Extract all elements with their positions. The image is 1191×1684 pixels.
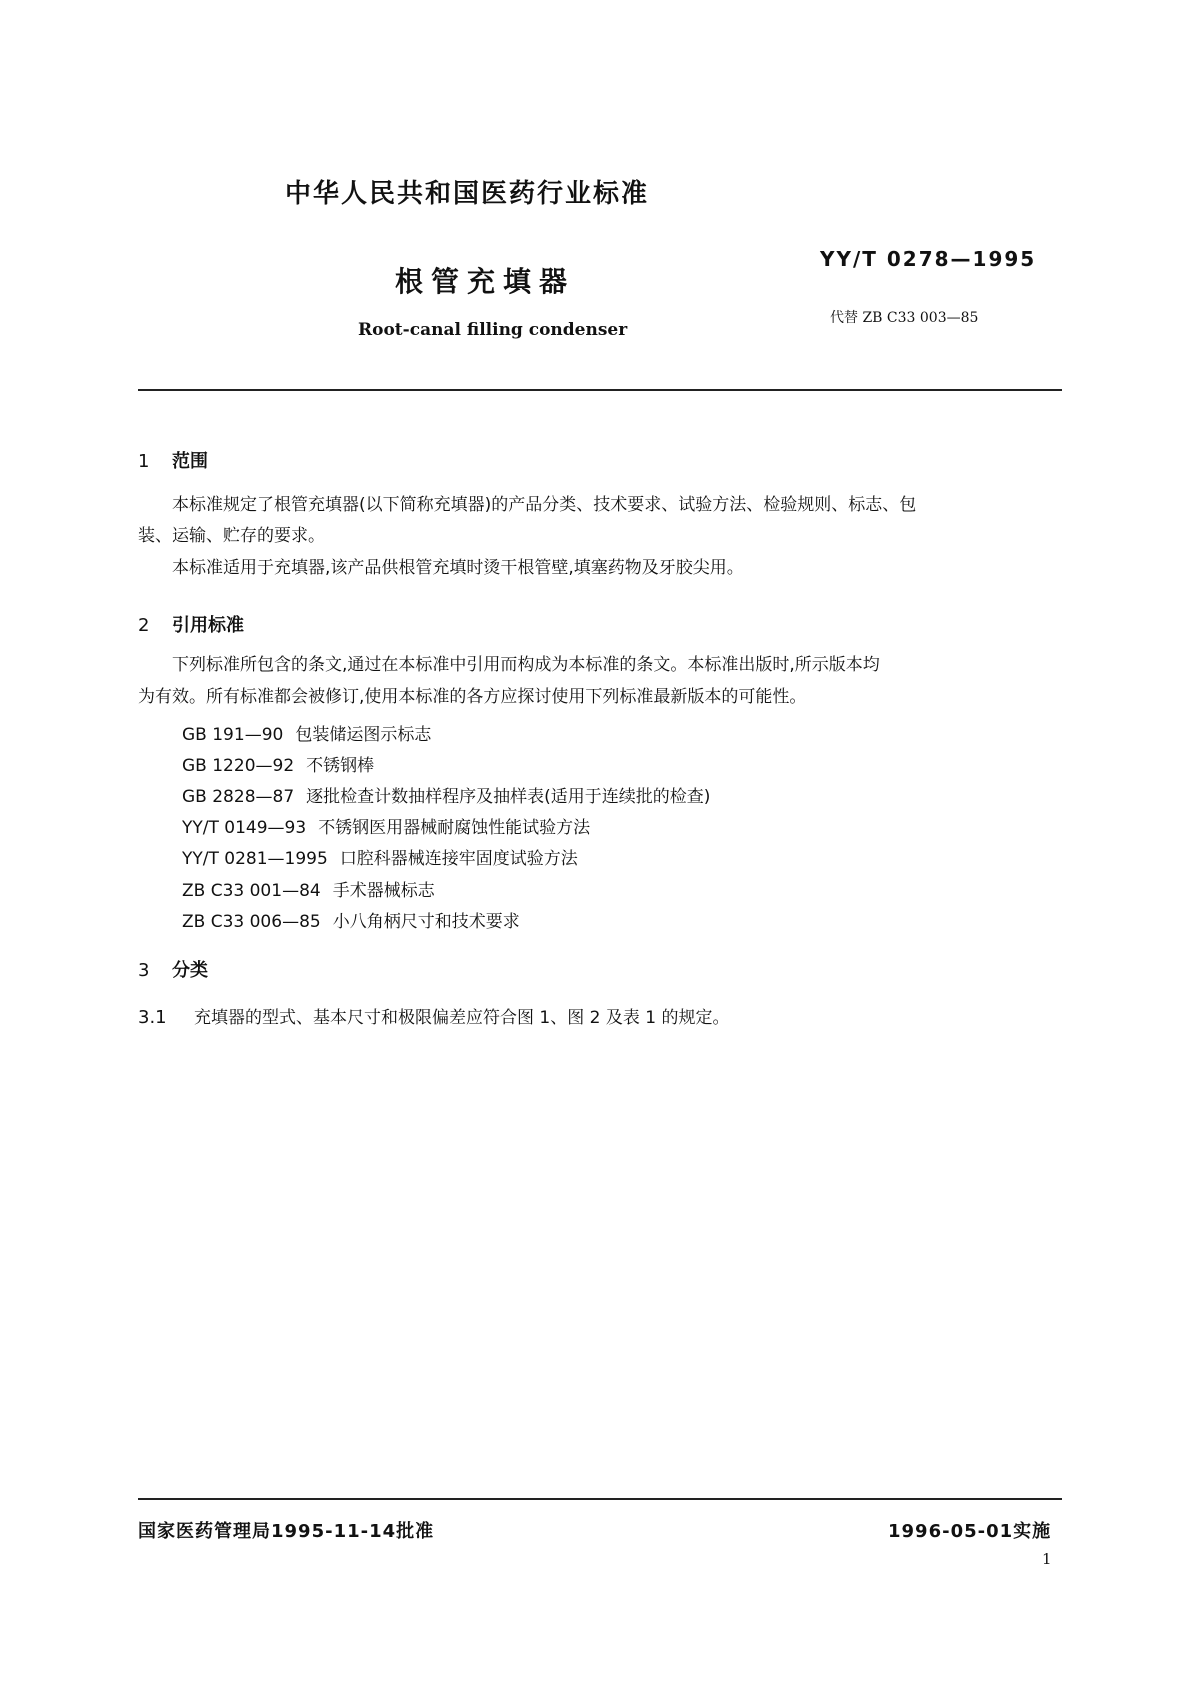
- scope-paragraph-line: 装、运输、贮存的要求。: [138, 526, 325, 546]
- reference-code: GB 191—90: [182, 725, 284, 745]
- section-number: 1: [138, 451, 150, 472]
- clause-number: 3.1: [138, 1007, 167, 1028]
- footer-divider: [138, 1498, 1062, 1500]
- reference-item: [182, 876, 435, 901]
- approval-statement: 国家医药管理局1995-11-14批准: [138, 1521, 435, 1542]
- reference-code: GB 2828—87: [182, 787, 295, 807]
- references-intro-line: 下列标准所包含的条文,通过在本标准中引用而构成为本标准的条文。本标准出版时,所示版本均: [172, 655, 880, 675]
- reference-title: 包装储运图示标志: [295, 725, 432, 745]
- header-divider: [138, 389, 1062, 391]
- reference-item: [182, 782, 710, 807]
- reference-title: 不锈钢医用器械耐腐蚀性能试验方法: [318, 818, 591, 838]
- reference-code: YY/T 0281—1995: [182, 849, 328, 869]
- scope-paragraph-line: 本标准规定了根管充填器(以下简称充填器)的产品分类、技术要求、试验方法、检验规则、标志、包: [172, 495, 917, 515]
- scope-paragraph-2: 本标准适用于充填器,该产品供根管充填时烫干根管壁,填塞药物及牙胶尖用。: [172, 558, 744, 578]
- reference-title: 口腔科器械连接牢固度试验方法: [339, 849, 578, 869]
- page-number: 1: [1042, 1550, 1052, 1568]
- reference-item: [182, 751, 374, 776]
- document-title-english: Root-canal filling condenser: [358, 320, 628, 340]
- document-title: 根管充填器: [395, 265, 576, 298]
- reference-title: 逐批检查计数抽样程序及抽样表(适用于连续批的检查): [306, 787, 711, 807]
- reference-code: ZB C33 001—84: [182, 881, 321, 901]
- section-number: 2: [138, 615, 150, 636]
- reference-title: 手术器械标志: [332, 881, 435, 901]
- section-title: 引用标准: [172, 615, 244, 636]
- section-heading-references: [138, 611, 244, 637]
- section-title: 范围: [172, 451, 208, 472]
- clause-text: 充填器的型式、基本尺寸和极限偏差应符合图 1、图 2 及表 1 的规定。: [194, 1008, 730, 1028]
- section-title: 分类: [172, 960, 208, 981]
- section-heading-scope: [138, 447, 208, 473]
- reference-code: GB 1220—92: [182, 756, 295, 776]
- standard-category-title: 中华人民共和国医药行业标准: [285, 179, 650, 209]
- reference-title: 小八角柄尺寸和技术要求: [332, 912, 520, 932]
- section-heading-classification: [138, 956, 208, 982]
- reference-item: [182, 813, 590, 838]
- references-intro-line: 为有效。所有标准都会被修订,使用本标准的各方应探讨使用下列标准最新版本的可能性。: [138, 687, 807, 707]
- standard-number: YY/T 0278—1995: [820, 247, 1037, 271]
- reference-code: ZB C33 006—85: [182, 912, 321, 932]
- clause-3-1: [138, 1003, 729, 1028]
- reference-title: 不锈钢棒: [306, 756, 375, 776]
- implementation-date: 1996-05-01实施: [888, 1521, 1052, 1542]
- reference-item: [182, 907, 520, 932]
- reference-item: [182, 720, 431, 745]
- section-number: 3: [138, 960, 150, 981]
- reference-item: [182, 844, 578, 869]
- replaces-standard: 代替 ZB C33 003—85: [830, 310, 979, 326]
- reference-code: YY/T 0149—93: [182, 818, 307, 838]
